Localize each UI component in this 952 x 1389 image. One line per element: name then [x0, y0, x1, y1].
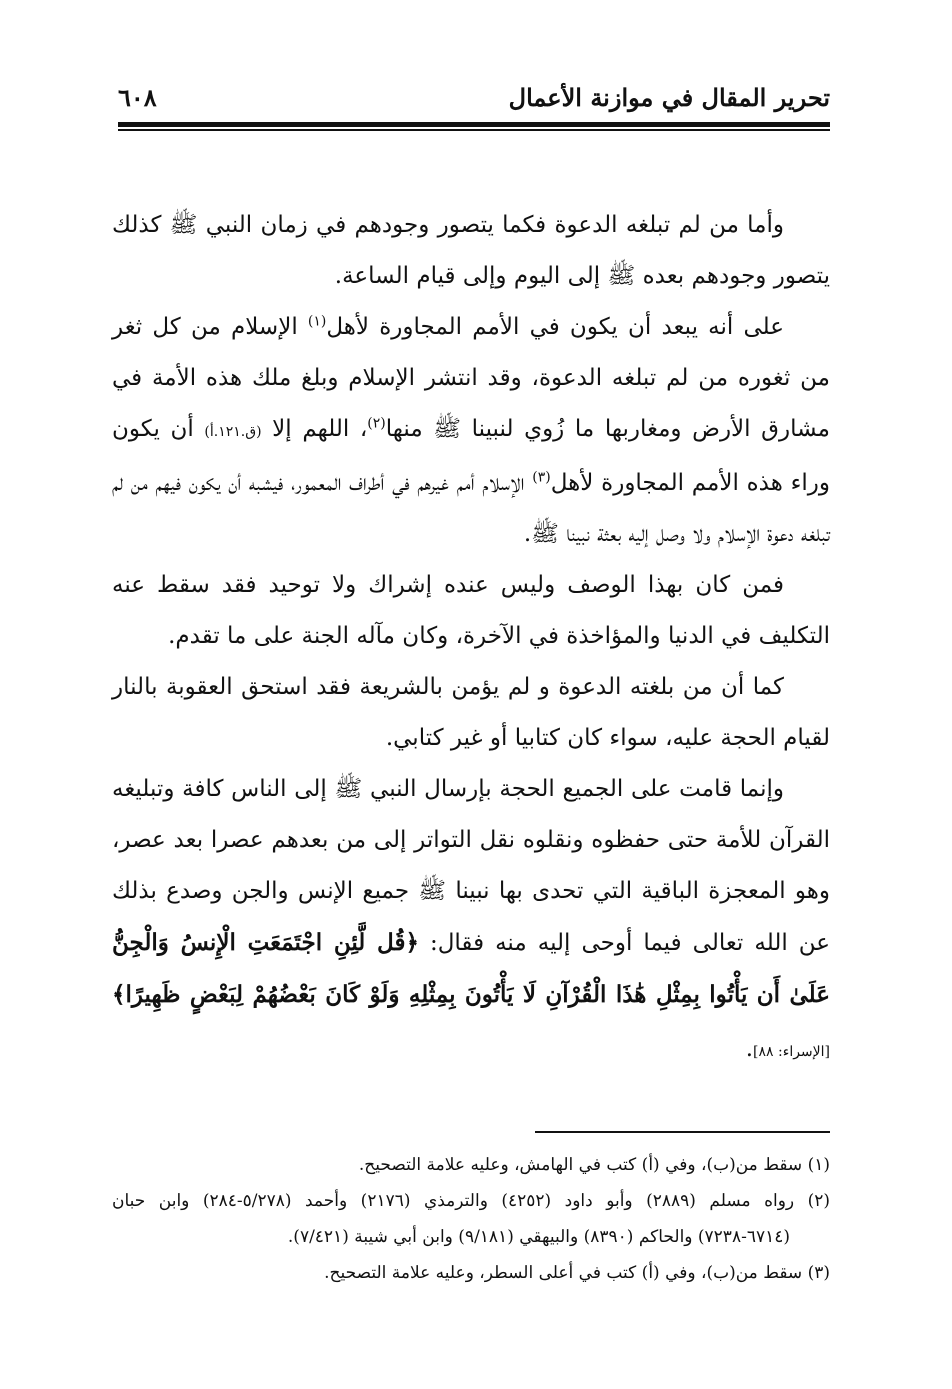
- paragraph-4: كما أن من بلغته الدعوة و لم يؤمن بالشريعة فقد استحق العقوبة بالنار لقيام الحجة عليه، سواء كان كتابيا أو غير كتابي.: [112, 674, 830, 751]
- verse-reference: [الإسراء: ٨٨]: [753, 1044, 830, 1060]
- paragraph-2-part-1: على أنه يبعد أن يكون في الأمم المجاورة لأهل: [326, 314, 784, 340]
- paragraph-2-part-3: ، اللهم إلا: [261, 416, 368, 442]
- paragraph-2: [112, 302, 830, 560]
- footnotes: [112, 1147, 830, 1291]
- footnote-separator: [535, 1131, 830, 1133]
- paragraph-2-part-4: أن يكون وراء هذه الأمم المجاورة لأهل: [112, 416, 831, 496]
- footnote-1: (١) سقط من(ب)، وفي (أ) كتب في الهامش، وعليه علامة التصحيح.: [358, 1155, 830, 1175]
- paragraph-1: وأما من لم تبلغه الدعوة فكما يتصور وجودهم في زمان النبي ﷺ كذلك يتصور وجودهم بعده ﷺ إلى اليوم وإلى قيام الساعة.: [112, 212, 830, 289]
- running-title: تحرير المقال في موازنة الأعمال: [508, 83, 830, 112]
- page-number: ٦٠٨: [118, 83, 157, 112]
- footnote-ref-1: (١): [307, 313, 327, 330]
- paragraph-5-end: .: [745, 1036, 754, 1062]
- running-header: [118, 78, 830, 120]
- footnote-ref-2: (٢): [367, 415, 386, 432]
- paragraph-5-text: وإنما قامت على الجميع الحجة بإرسال النبي ﷺ إلى الناس كافة وتبليغه القرآن للأمة حتى حفظوه ونقلوه نقل التواتر إلى من بعدهم عصرا بعد عصر، وهو المعجزة الباقية التي تحدى بها نبينا ﷺ جميع الإنس والجن وصدع بذلك عن الله تعالى فيما أوحى إليه منه فقال:: [112, 776, 830, 956]
- paragraph-2-part-2: الإسلام من كل ثغر من ثغوره من لم تبلغه الدعوة، وقد انتشر الإسلام وبلغ ملك هذه الأمة في مشارق الأرض ومغاربها ما زُوي لنبينا ﷺ منها: [112, 314, 830, 442]
- footnote-ref-3: (٣): [532, 469, 551, 486]
- header-rule-thick: [118, 122, 830, 127]
- paragraph-2-part-5: الإسلام أمم غيرهم في أطراف المعمور، فيشبه أن يكون فيهم من لم تبلغه دعوة الإسلام ولا وصل إليه بعثة نبينا ﷺ.: [112, 470, 830, 547]
- manuscript-folio-marker: (ق.١٢١.أ): [204, 424, 262, 440]
- paragraph-3: فمن كان بهذا الوصف وليس عنده إشراك ولا توحيد فقد سقط عنه التكليف في الدنيا والمؤاخذة في الآخرة، وكان مآله الجنة على ما تقدم.: [112, 572, 830, 649]
- footnote-2: (٢) رواه مسلم (٢٨٨٩) وأبو داود (٤٢٥٢) والترمذي (٢١٧٦) وأحمد (٥/٢٧٨-٢٨٤) وابن حبان (٦٧١٤-٧٢٣٨) والحاكم (٨٣٩٠) والبيهقي (٩/١٨١) وابن أبي شيبة (٧/٤٢١).: [112, 1191, 830, 1247]
- header-rule-thin: [118, 129, 830, 131]
- paragraph-5: [112, 764, 830, 1078]
- footnote-3: (٣) سقط من(ب)، وفي (أ) كتب في أعلى السطر، وعليه علامة التصحيح.: [324, 1263, 830, 1283]
- main-text: [112, 200, 830, 1078]
- quran-verse: ﴿قُل لَّئِنِ اجْتَمَعَتِ الْإِنسُ وَالْجِنُّ عَلَىٰ أَن يَأْتُوا بِمِثْلِ هَٰذَا الْقُرْآنِ لَا يَأْتُونَ بِمِثْلِهِ وَلَوْ كَانَ بَعْضُهُمْ لِبَعْضٍ ظَهِيرًا﴾: [112, 929, 830, 1008]
